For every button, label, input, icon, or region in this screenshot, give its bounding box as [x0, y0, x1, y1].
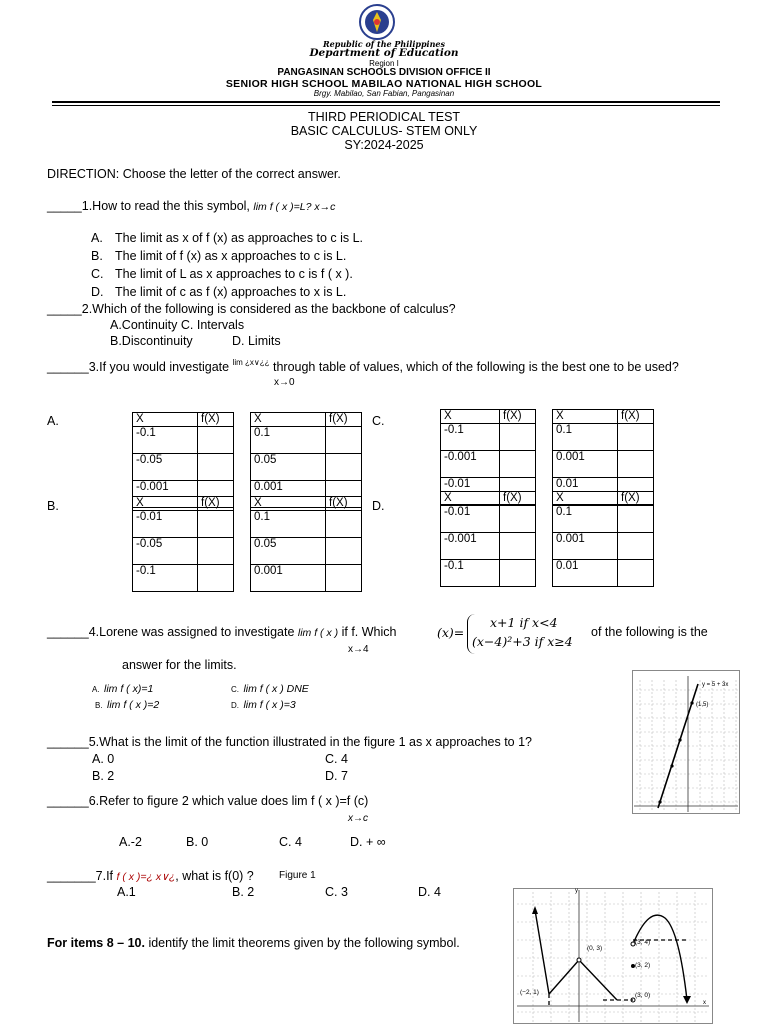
header-rule-thick — [52, 101, 720, 103]
question-6-sub: x→c — [348, 813, 368, 824]
q4-option-c: C. lim f ( x ) DNE — [231, 683, 309, 695]
piecewise-fx: (x)= — [437, 625, 465, 640]
question-3-text-a: ______3.If you would investigate — [47, 360, 233, 374]
region-line: Region I — [369, 59, 399, 68]
q1-option-d: D. — [91, 285, 104, 299]
school-year: SY:2024-2025 — [344, 138, 424, 152]
question-4-symbol: lim f ( x ) — [297, 627, 339, 639]
question-3-symbol: lim ¿x∨¿¿ — [232, 358, 270, 367]
q4-option-a: A. lim f ( x)=1 — [92, 683, 154, 695]
q5-option-c: C. 4 — [325, 752, 348, 766]
subject-title: BASIC CALCULUS- STEM ONLY — [290, 124, 478, 138]
q1-option-b-text: The limit of f (x) as x approaches to c is L. — [115, 249, 347, 263]
q6-option-a: A.-2 — [119, 835, 142, 849]
table-d-left: X f(X) -0.01 -0.001 -0.1 — [440, 491, 536, 587]
items-8-10-text: identify the limit theorems given by the following symbol. — [144, 936, 460, 950]
question-2: _____2.Which of the following is considered as the backbone of calculus? — [47, 302, 456, 316]
question-7-fx: f ( x )=¿ x∨¿ — [116, 871, 176, 883]
figure-2-graph — [513, 888, 713, 1024]
direction: DIRECTION: Choose the letter of the correct answer. — [47, 167, 341, 181]
question-4-text-c: of the following is the — [591, 625, 708, 639]
q7-option-c: C. 3 — [325, 885, 348, 899]
division-line: PANGASINAN SCHOOLS DIVISION OFFICE II — [277, 67, 491, 78]
test-title: THIRD PERIODICAL TEST — [307, 110, 461, 124]
q7-option-b: B. 2 — [232, 885, 255, 899]
question-7 — [47, 869, 254, 883]
piecewise-2: (x−4)²+3 if x≥4 — [472, 634, 573, 649]
figure-2-point-0-3: (0, 3) — [587, 945, 603, 952]
q1-option-c-text: The limit of L as x approaches to c is f ( x ). — [115, 267, 353, 281]
department-line: Department of Education — [309, 47, 459, 59]
q7-option-d: D. 4 — [418, 885, 441, 899]
figure-2-point-3-4: (3, 4) — [635, 939, 651, 946]
table-a-left: X f(X) -0.1 -0.05 -0.001 — [132, 412, 234, 508]
question-7-text-a: _______7.If — [47, 869, 117, 883]
q2-option-b: B.Discontinuity — [110, 334, 193, 348]
table-d-right: X f(X) 0.1 0.001 0.01 — [552, 491, 654, 587]
figure-2-x-axis-label: x — [703, 1000, 706, 1006]
address-line: Brgy. Mabilao, San Fabian, Pangasinan — [313, 89, 455, 98]
q3-label-c: C. — [372, 414, 385, 428]
items-8-10-instruction — [47, 936, 460, 950]
question-4-sub: x→4 — [348, 644, 369, 655]
question-4-line2: answer for the limits. — [122, 658, 237, 672]
question-3 — [47, 358, 679, 374]
figure-2-point-neg2-1: (−2, 1) — [520, 989, 539, 996]
question-1 — [47, 199, 335, 213]
q5-option-a: A. 0 — [92, 752, 115, 766]
q1-option-c: C. — [91, 267, 104, 281]
q1-option-a: A. — [91, 231, 103, 245]
figure-2-y-axis-label: y — [575, 888, 578, 894]
school-line: SENIOR HIGH SCHOOL MABILAO NATIONAL HIGH SCHOOL — [225, 78, 543, 90]
q1-option-b: B. — [91, 249, 103, 263]
q7-option-a: A.1 — [117, 885, 136, 899]
table-c-right: X f(X) 0.1 0.001 0.01 — [552, 409, 654, 505]
question-4-text-a: ______4.Lorene was assigned to investigate — [47, 625, 298, 639]
question-1-text: _____1.How to read the this symbol, — [47, 199, 254, 213]
q1-option-d-text: The limit of c as f (x) approaches to x is L. — [115, 285, 347, 299]
q3-label-d: D. — [372, 499, 385, 513]
question-3-text-b: through table of values, which of the following is the best one to be used? — [269, 360, 679, 374]
figure-1-graph — [632, 670, 740, 814]
q3-label-a: A. — [47, 414, 59, 428]
question-6: ______6.Refer to figure 2 which value does lim f ( x )=f (c) — [47, 794, 369, 808]
q2-option-d: D. Limits — [232, 334, 281, 348]
republic-line: Republic of the Philippines — [322, 39, 445, 49]
table-b-left: X f(X) -0.01 -0.05 -0.1 — [132, 496, 234, 592]
q6-option-d: D. + ∞ — [350, 835, 386, 849]
q2-options-row1: A.Continuity C. Intervals — [110, 318, 245, 332]
q4-option-d: D. lim f ( x )=3 — [231, 699, 296, 711]
seal-icon — [352, 4, 402, 40]
q4-option-b: B. lim f ( x )=2 — [95, 699, 160, 711]
table-c-left: X f(X) -0.1 -0.001 -0.01 — [440, 409, 536, 505]
question-4-text-b: if f. Which — [338, 625, 397, 639]
table-b-right: X f(X) 0.1 0.05 0.001 — [250, 496, 362, 592]
table-a-right: X f(X) 0.1 0.05 0.001 — [250, 412, 362, 508]
figure-2-point-3-2: (3, 2) — [635, 962, 651, 969]
question-1-symbol: lim f ( x )=L? x→c — [253, 201, 336, 213]
question-3-sub: x→0 — [274, 377, 295, 388]
question-7-text-b: , what is f(0) ? — [175, 869, 254, 883]
figure-2-point-3-0: (3, 0) — [635, 992, 651, 999]
deped-seal — [352, 4, 402, 40]
q1-option-a-text: The limit as x of f (x) as approaches to c is L. — [115, 231, 364, 245]
items-8-10-label: For items 8 – 10. — [47, 936, 145, 950]
piecewise-1: x+1 if x<4 — [490, 615, 558, 630]
figure-1-equation: y = 5 + 3x — [702, 682, 729, 688]
question-5: ______5.What is the limit of the function illustrated in the figure 1 as x approaches to 1? — [47, 735, 533, 749]
q5-option-d: D. 7 — [325, 769, 348, 783]
figure-1-point: (1,5) — [696, 702, 709, 708]
figure-1-caption: Figure 1 — [279, 870, 316, 881]
q6-option-c: C. 4 — [279, 835, 302, 849]
q3-label-b: B. — [47, 499, 59, 513]
question-4 — [47, 625, 396, 639]
q5-option-b: B. 2 — [92, 769, 115, 783]
q6-option-b: B. 0 — [186, 835, 209, 849]
header-rule-thin — [52, 105, 720, 106]
